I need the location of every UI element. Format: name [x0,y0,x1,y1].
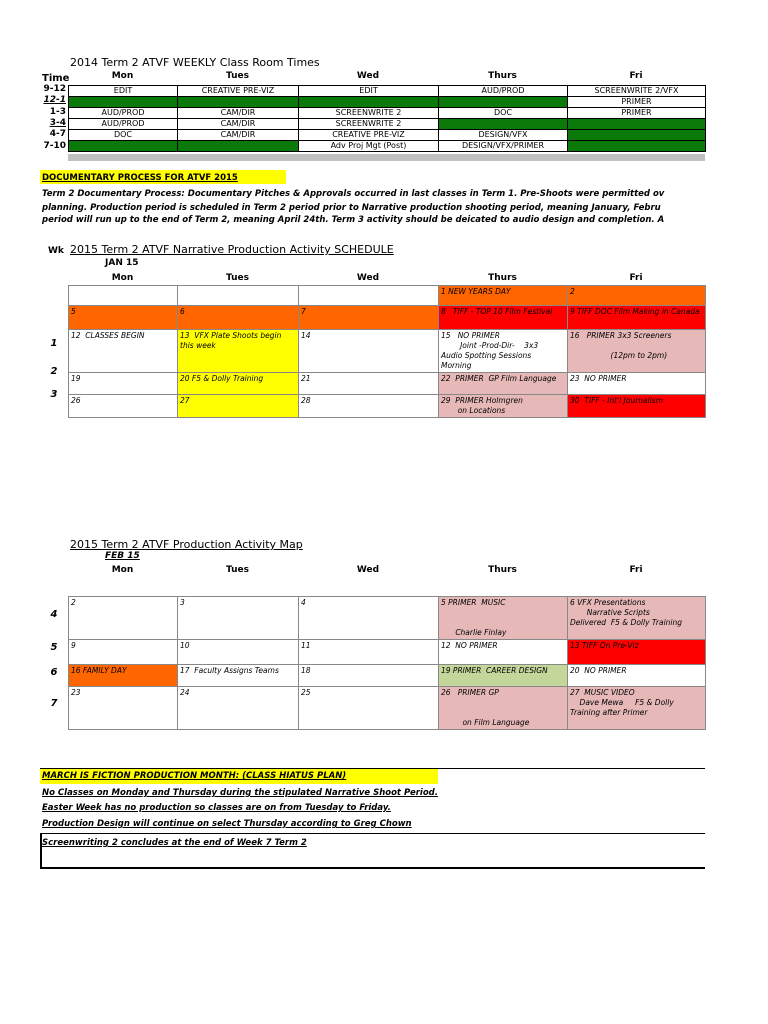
calendar-day-cell: 6 VFX Presentations Narrative Scripts Delivered F5 & Dolly Training [568,597,706,640]
doc-line-3: period will run up to the end of Term 2, meaning April 24th. Term 3 activity should be deicated to audio design and completion. A [42,215,665,225]
doc-line-2: planning. Production period is scheduled in Term 2 period prior to Narrative production shooting period, meaning January, Febru [42,203,661,213]
weekly-cell: AUD/PROD [439,86,568,97]
week-number: 5 [50,642,58,653]
day-header-fri: Fri [629,71,643,81]
weekly-cell: Adv Proj Mgt (Post) [299,141,439,152]
calendar-day-cell: 19 PRIMER CAREER DESIGN [439,665,568,687]
calendar-day-cell: 24 [178,687,299,730]
march-heading: MARCH IS FICTION PRODUCTION MONTH: (CLASS HIATUS PLAN) [42,771,347,781]
weekly-row [69,141,706,152]
calendar-day-cell: 28 [299,395,439,418]
day-header-wed: Wed [356,565,380,575]
feb-month: FEB 15 [105,551,140,561]
day-header-fri: Fri [629,565,643,575]
weekly-row [69,108,706,119]
calendar-day-cell: 25 [299,687,439,730]
calendar-week-row [69,306,706,330]
week-number: 6 [50,667,58,678]
weekly-cell [439,97,568,108]
day-header-mon: Mon [111,565,134,575]
time-label: 9-12 [43,84,66,94]
calendar-day-cell [69,286,178,306]
weekly-cell [568,119,706,130]
march-line-3: Production Design will continue on select Thursday according to Greg Chown [42,819,412,829]
weekly-cell: AUD/PROD [69,119,178,130]
time-header: Time [42,73,70,84]
calendar-day-cell: 27 MUSIC VIDEO Dave Mewa F5 & Dolly Training after Primer [568,687,706,730]
calendar-day-cell: 30 TIFF - Int'l Journalism [568,395,706,418]
time-label: 12-1 [43,95,66,106]
jan-month: JAN 15 [105,258,139,268]
weekly-cell [69,141,178,152]
march-line-1: No Classes on Monday and Thursday during the stipulated Narrative Shoot Period. [42,788,438,798]
calendar-day-cell: 1 NEW YEARS DAY [439,286,568,306]
calendar-day-cell: 23 [69,687,178,730]
calendar-day-cell: 21 [299,373,439,395]
weekly-cell: CREATIVE PRE-VIZ [299,130,439,141]
weekly-title: 2014 Term 2 ATVF WEEKLY Class Room Times [70,56,320,69]
day-header-tues: Tues [225,565,250,575]
calendar-day-cell: 12 NO PRIMER [439,640,568,665]
calendar-day-cell: 14 [299,330,439,373]
calendar-day-cell: 8 TIFF - TOP 10 Film Festival [439,306,568,330]
weekly-cell: DOC [69,130,178,141]
doc-line-1: Term 2 Documentary Process: Documentary Pitches & Approvals occurred in last classes in Term 1. Pre-Shoots were permitted ov [42,189,665,199]
jan-calendar [68,285,706,418]
weekly-cell [178,97,299,108]
calendar-week-row [69,330,706,373]
day-header-wed: Wed [356,273,380,283]
calendar-day-cell: 19 [69,373,178,395]
day-header-tues: Tues [225,273,250,283]
march-line-4: Screenwriting 2 concludes at the end of Week 7 Term 2 [42,838,307,848]
day-header-wed: Wed [356,71,380,81]
weekly-row [69,130,706,141]
weekly-cell: SCREENWRITE 2 [299,108,439,119]
weekly-cell: DESIGN/VFX [439,130,568,141]
calendar-day-cell: 29 PRIMER Holmgren on Locations [439,395,568,418]
day-header-mon: Mon [111,273,134,283]
day-header-tues: Tues [225,71,250,81]
calendar-week-row [69,597,706,640]
calendar-day-cell: 16 FAMILY DAY [69,665,178,687]
weekly-row [69,119,706,130]
time-label: 1-3 [49,106,66,117]
calendar-day-cell: 16 PRIMER 3x3 Screeners (12pm to 2pm) [568,330,706,373]
weekly-cell: DESIGN/VFX/PRIMER [439,141,568,152]
calendar-day-cell: 20 NO PRIMER [568,665,706,687]
weekly-cell [439,119,568,130]
calendar-day-cell [299,286,439,306]
gray-separator [68,154,705,161]
calendar-day-cell [178,286,299,306]
weekly-cell: AUD/PROD [69,108,178,119]
day-header-thurs: Thurs [488,71,517,81]
weekly-schedule-table [68,85,706,152]
calendar-day-cell: 12 CLASSES BEGIN [69,330,178,373]
calendar-week-row [69,665,706,687]
calendar-day-cell: 26 [69,395,178,418]
feb-calendar [68,596,706,730]
week-number: 2 [50,366,58,377]
weekly-cell: EDIT [299,86,439,97]
time-label: 3-4 [49,117,66,128]
calendar-day-cell: 26 PRIMER GP on Film Language [439,687,568,730]
day-header-thurs: Thurs [488,273,517,283]
time-label: 7-10 [43,140,66,151]
week-number: 7 [50,698,58,709]
calendar-day-cell: 5 [69,306,178,330]
calendar-day-cell: 23 NO PRIMER [568,373,706,395]
weekly-cell: DOC [439,108,568,119]
weekly-row [69,86,706,97]
calendar-day-cell: 17 Faculty Assigns Teams [178,665,299,687]
calendar-day-cell: 15 NO PRIMER Joint -Prod-Dir- 3x3 Audio Spotting Sessions Morning [439,330,568,373]
calendar-week-row [69,395,706,418]
calendar-week-row [69,640,706,665]
calendar-day-cell: 2 [69,597,178,640]
weekly-cell: EDIT [69,86,178,97]
weekly-cell [568,141,706,152]
day-header-mon: Mon [111,71,134,81]
weekly-cell: CAM/DIR [178,130,299,141]
calendar-day-cell: 4 [299,597,439,640]
calendar-day-cell: 22 PRIMER GP Film Language [439,373,568,395]
calendar-week-row [69,687,706,730]
jan-title: 2015 Term 2 ATVF Narrative Production Activity SCHEDULE [70,243,394,256]
weekly-cell [568,130,706,141]
weekly-cell: CAM/DIR [178,108,299,119]
calendar-day-cell: 27 [178,395,299,418]
weekly-cell: SCREENWRITE 2/VFX [568,86,706,97]
calendar-day-cell: 7 [299,306,439,330]
wk-label: Wk [48,246,64,256]
march-top-rule [40,768,705,769]
weekly-row [69,97,706,108]
calendar-day-cell: 6 [178,306,299,330]
weekly-cell: PRIMER [568,97,706,108]
week-number: 3 [50,389,58,400]
calendar-day-cell: 9 [69,640,178,665]
weekly-cell [69,97,178,108]
calendar-day-cell: 5 PRIMER MUSIC Charlie Finlay [439,597,568,640]
week-number: 1 [50,338,58,349]
calendar-day-cell: 2 [568,286,706,306]
calendar-day-cell: 3 [178,597,299,640]
weekly-cell: PRIMER [568,108,706,119]
calendar-day-cell: 10 [178,640,299,665]
weekly-cell: CAM/DIR [178,119,299,130]
calendar-day-cell: 11 [299,640,439,665]
march-box [40,833,705,869]
weekly-cell [178,141,299,152]
feb-title: 2015 Term 2 ATVF Production Activity Map [70,538,303,551]
doc-heading-text: DOCUMENTARY PROCESS FOR ATVF 2015 [42,173,238,183]
calendar-week-row [69,373,706,395]
weekly-cell [299,97,439,108]
calendar-day-cell: 18 [299,665,439,687]
week-number: 4 [50,609,58,620]
time-label: 4-7 [49,129,66,140]
calendar-day-cell: 13 TIFF On Pre-Viz [568,640,706,665]
weekly-cell: CREATIVE PRE-VIZ [178,86,299,97]
weekly-cell: SCREENWRITE 2 [299,119,439,130]
calendar-week-row [69,286,706,306]
march-line-2: Easter Week has no production so classes are on from Tuesday to Friday. [42,803,391,813]
day-header-fri: Fri [629,273,643,283]
calendar-day-cell: 13 VFX Plate Shoots begin this week [178,330,299,373]
day-header-thurs: Thurs [488,565,517,575]
calendar-day-cell: 20 F5 & Dolly Training [178,373,299,395]
calendar-day-cell: 9 TIFF DOC Film Making in Canada [568,306,706,330]
